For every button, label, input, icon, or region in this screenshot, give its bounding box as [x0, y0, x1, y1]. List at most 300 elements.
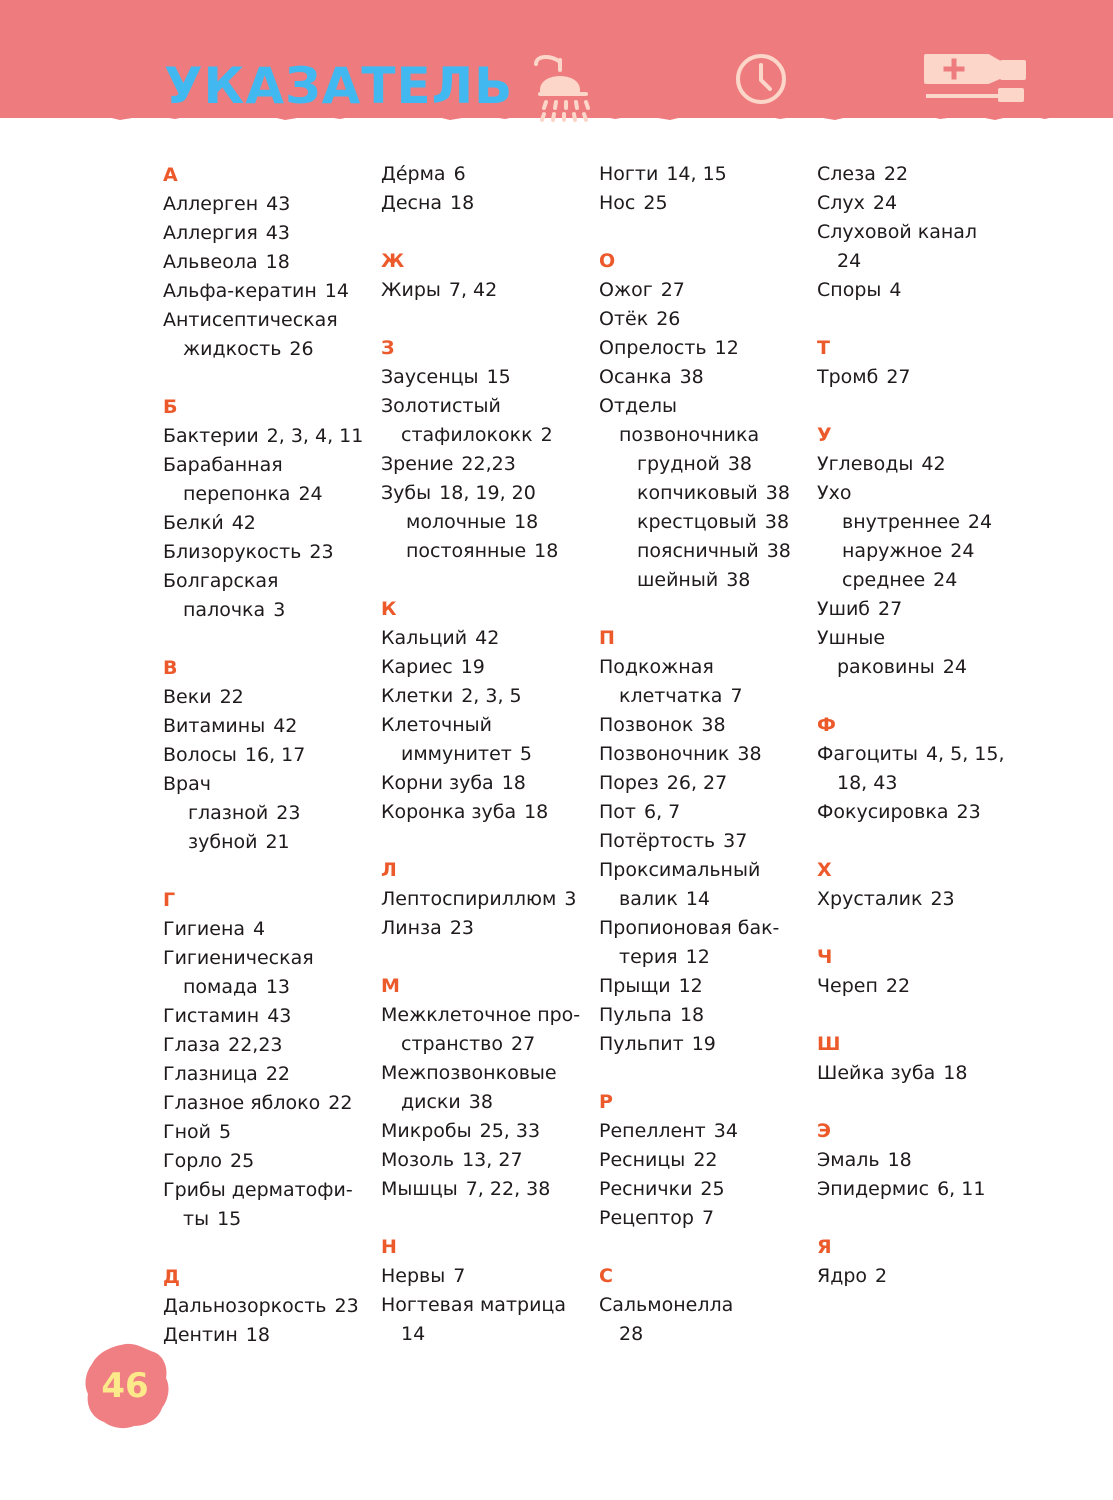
page-refs: 18, 19, 20	[439, 482, 536, 504]
index-term: Нос	[599, 192, 636, 214]
page-refs: 38	[701, 714, 726, 736]
page-refs: 24	[837, 250, 862, 272]
index-term: Гной	[163, 1121, 211, 1143]
page-refs: 26	[656, 308, 681, 330]
index-term: Репеллент	[599, 1120, 706, 1142]
index-section	[381, 246, 591, 305]
index-term: валик	[619, 888, 678, 910]
page-refs: 23	[449, 917, 474, 939]
index-term: Шейка зуба	[817, 1062, 936, 1084]
index-entry	[163, 1060, 373, 1089]
index-entry	[599, 711, 811, 740]
index-entry	[599, 914, 811, 943]
index-term: помада	[183, 976, 258, 998]
index-column-3	[599, 160, 811, 1377]
index-entry	[817, 160, 1032, 189]
page-refs: 38	[764, 511, 790, 533]
index-entry	[817, 798, 1032, 827]
index-column-4	[817, 160, 1032, 1319]
index-term: Альфа-кератин	[163, 280, 317, 302]
index-term: Гигиеническая	[163, 947, 314, 969]
index-subentry	[599, 421, 811, 450]
page-refs: 7	[453, 1265, 466, 1287]
index-subentry	[599, 943, 811, 972]
index-term: Опрелость	[599, 337, 707, 359]
index-entry	[817, 1262, 1032, 1291]
index-entry	[163, 712, 373, 741]
index-subentry	[817, 653, 1032, 682]
index-entry	[163, 451, 373, 480]
page-refs: 24	[298, 483, 323, 505]
index-subentry	[817, 769, 1032, 798]
section-letter: Ч	[817, 946, 833, 968]
page-refs: 42	[921, 453, 946, 475]
index-entry	[163, 1176, 373, 1205]
section-letter: К	[381, 598, 397, 620]
index-term: Реснички	[599, 1178, 693, 1200]
index-term: Болгарская	[163, 570, 279, 592]
page-refs: 14	[324, 280, 349, 302]
section-letter: М	[381, 975, 400, 997]
index-subentry	[817, 247, 1032, 276]
index-term: Микробы	[381, 1120, 472, 1142]
index-section	[163, 392, 373, 625]
index-term: Мышцы	[381, 1178, 458, 1200]
index-section	[817, 1029, 1032, 1088]
index-term: Коронка зуба	[381, 801, 517, 823]
index-term: Заусенцы	[381, 366, 479, 388]
index-subentry	[817, 537, 1032, 566]
toothpaste-icon	[922, 52, 1028, 104]
page-refs: 38	[726, 569, 751, 591]
index-term: Споры	[817, 279, 882, 301]
index-term: постоянные	[406, 540, 527, 562]
section-letter: З	[381, 337, 395, 359]
page-refs: 14	[401, 1323, 426, 1345]
index-term: Осанка	[599, 366, 672, 388]
index-term: Потёртость	[599, 830, 716, 852]
index-term: странство	[401, 1033, 503, 1055]
page-refs: 7	[701, 1207, 715, 1229]
index-term: ты	[183, 1208, 210, 1230]
page-refs: 4	[889, 279, 902, 301]
section-letter: Ж	[381, 250, 405, 272]
index-entry	[163, 944, 373, 973]
index-entry	[163, 422, 373, 451]
index-term: Ядро	[817, 1265, 868, 1287]
index-entry	[163, 1002, 373, 1031]
page-refs: 38	[468, 1091, 493, 1113]
index-term: Жиры	[381, 279, 441, 301]
page-refs: 22,23	[461, 453, 516, 475]
index-entry	[599, 276, 811, 305]
index-section	[817, 333, 1032, 392]
page-refs: 6	[453, 163, 466, 185]
page-refs: 23	[309, 541, 334, 563]
section-letter: О	[599, 250, 616, 272]
index-entry	[599, 1117, 811, 1146]
index-entry	[163, 1292, 373, 1321]
index-column-2	[381, 160, 591, 1377]
index-term: Веки	[163, 686, 212, 708]
index-term: Глаза	[163, 1034, 221, 1056]
index-entry	[381, 1262, 591, 1291]
index-term: Гигиена	[163, 918, 246, 940]
section-letter: Б	[163, 396, 178, 418]
index-term: жидкость	[183, 338, 282, 360]
index-subentry	[381, 740, 591, 769]
index-term: поясничный	[637, 540, 759, 562]
page-refs: 21	[265, 831, 290, 853]
index-subentry	[599, 885, 811, 914]
index-term: Барабанная	[163, 454, 283, 476]
index-subentry	[381, 1320, 591, 1349]
page-refs: 12	[714, 337, 739, 359]
index-term: Пульпа	[599, 1004, 672, 1026]
page-refs: 22	[265, 1063, 291, 1085]
index-entry	[163, 770, 373, 799]
page-refs: 13	[265, 976, 290, 998]
index-term: Пульпит	[599, 1033, 684, 1055]
index-term: Ресницы	[599, 1149, 686, 1171]
index-term: глазной	[188, 802, 269, 824]
index-term: Де́рма	[381, 163, 446, 185]
page-refs: 2, 3, 4, 11	[266, 425, 364, 447]
index-entry	[381, 479, 591, 508]
index-subentry	[381, 537, 591, 566]
index-entry	[817, 276, 1032, 305]
index-section	[381, 160, 591, 218]
index-entry	[163, 190, 373, 219]
index-entry	[163, 277, 373, 306]
index-section	[163, 653, 373, 857]
page-refs: 2	[875, 1265, 888, 1287]
index-entry	[599, 363, 811, 392]
page-refs: 43	[267, 1005, 292, 1027]
index-subentry	[381, 508, 591, 537]
index-term: Межклеточное про-	[381, 1004, 581, 1026]
page-refs: 18	[501, 772, 526, 794]
index-entry	[599, 160, 811, 189]
page-refs: 2, 3, 5	[461, 685, 522, 707]
index-term: Золотистый	[381, 395, 501, 417]
page-refs: 6, 7	[643, 801, 681, 823]
page-refs: 24	[872, 192, 898, 214]
index-term: Мозоль	[381, 1149, 455, 1171]
index-entry	[381, 276, 591, 305]
index-term: Подкожная	[599, 656, 714, 678]
index-section	[381, 1232, 591, 1349]
index-term: Зубы	[381, 482, 432, 504]
index-term: Зрение	[381, 453, 454, 475]
page-refs: 24	[967, 511, 993, 533]
page-refs: 42	[475, 627, 500, 649]
index-term: Рецептор	[599, 1207, 694, 1229]
index-subentry	[599, 566, 811, 595]
index-entry	[381, 653, 591, 682]
section-letter: С	[599, 1265, 613, 1287]
page-refs: 22	[693, 1149, 718, 1171]
index-entry	[817, 1059, 1032, 1088]
index-section	[817, 420, 1032, 682]
section-letter: Н	[381, 1236, 397, 1258]
index-term: Глазное яблоко	[163, 1092, 321, 1114]
page-refs: 38	[766, 540, 791, 562]
section-letter: Я	[817, 1236, 832, 1258]
index-entry	[381, 798, 591, 827]
page-refs: 4	[253, 918, 266, 940]
index-term: Ожог	[599, 279, 653, 301]
shower-icon	[530, 50, 604, 130]
index-term: копчиковый	[637, 482, 758, 504]
index-term: грудной	[637, 453, 720, 475]
index-term: Корни зуба	[381, 772, 494, 794]
index-term: Слух	[817, 192, 865, 214]
index-term: Тромб	[817, 366, 879, 388]
index-entry	[381, 711, 591, 740]
index-entry	[381, 1001, 591, 1030]
index-subentry	[163, 335, 373, 364]
page-refs: 18	[524, 801, 549, 823]
page-refs: 27	[878, 598, 903, 620]
index-section	[381, 333, 591, 566]
index-subentry	[599, 450, 811, 479]
page-refs: 14	[685, 888, 710, 910]
page-refs: 18, 43	[837, 772, 898, 794]
index-term: Линза	[381, 917, 442, 939]
index-subentry	[163, 973, 373, 1002]
page-title: УКАЗАТЕЛЬ	[164, 57, 514, 115]
index-term: Прыщи	[599, 975, 671, 997]
index-entry	[163, 248, 373, 277]
index-term: Ушные	[817, 627, 886, 649]
index-term: Слуховой канал	[817, 221, 978, 243]
index-subentry	[817, 566, 1032, 595]
index-term: Кариес	[381, 656, 453, 678]
page-refs: 12	[678, 975, 703, 997]
page-refs: 42	[273, 715, 298, 737]
index-section	[599, 160, 811, 218]
page-refs: 24	[950, 540, 975, 562]
index-section	[381, 971, 591, 1204]
index-term: перепонка	[183, 483, 291, 505]
page-refs: 15	[486, 366, 511, 388]
page-refs: 38	[765, 482, 790, 504]
index-entry	[381, 363, 591, 392]
page-refs: 24	[933, 569, 958, 591]
index-entry	[599, 334, 811, 363]
index-section	[599, 246, 811, 595]
index-entry	[381, 914, 591, 943]
index-term: Позвонок	[599, 714, 694, 736]
index-entry	[599, 1291, 811, 1320]
index-term: Антисептическая	[163, 309, 338, 331]
index-term: Сальмонелла	[599, 1294, 734, 1316]
index-entry	[163, 1031, 373, 1060]
index-section	[817, 942, 1032, 1001]
index-term: среднее	[842, 569, 926, 591]
index-term: Слеза	[817, 163, 876, 185]
index-subentry	[599, 479, 811, 508]
index-term: стафилококк	[401, 424, 533, 446]
page-refs: 27	[510, 1033, 536, 1055]
index-term: Череп	[817, 975, 878, 997]
index-term: позвоночника	[619, 424, 760, 446]
page-refs: 7	[730, 685, 743, 707]
index-section	[817, 1116, 1032, 1204]
index-term: Дентин	[163, 1324, 238, 1346]
index-subentry	[381, 1088, 591, 1117]
section-letter: Г	[163, 889, 176, 911]
index-term: Ногтевая матрица	[381, 1294, 566, 1316]
index-columns	[0, 160, 1113, 1360]
index-term: Фагоциты	[817, 743, 918, 765]
index-entry	[381, 160, 591, 189]
index-subentry	[599, 682, 811, 711]
index-entry	[163, 538, 373, 567]
index-subentry	[163, 828, 373, 857]
index-term: Эпидермис	[817, 1178, 930, 1200]
index-entry	[163, 1147, 373, 1176]
index-term: шейный	[637, 569, 719, 591]
index-term: палочка	[183, 599, 266, 621]
index-term: Десна	[381, 192, 443, 214]
index-term: внутреннее	[842, 511, 960, 533]
index-entry	[817, 740, 1032, 769]
index-entry	[817, 885, 1032, 914]
index-section	[163, 1262, 373, 1350]
index-entry	[599, 769, 811, 798]
index-term: зубной	[188, 831, 258, 853]
index-subentry	[599, 537, 811, 566]
index-term: Пот	[599, 801, 636, 823]
page-refs: 14, 15	[666, 163, 727, 185]
page-refs: 38	[679, 366, 704, 388]
index-entry	[163, 915, 373, 944]
index-term: Близорукость	[163, 541, 302, 563]
index-section	[817, 710, 1032, 827]
index-subentry	[163, 480, 373, 509]
index-term: Бактерии	[163, 425, 259, 447]
index-entry	[381, 1117, 591, 1146]
page-refs: 7, 22, 38	[465, 1178, 551, 1200]
page-refs: 22	[328, 1092, 353, 1114]
index-term: Межпозвонковые	[381, 1062, 557, 1084]
index-entry	[817, 972, 1032, 1001]
index-term: Аллергия	[163, 222, 258, 244]
page-refs: 37	[723, 830, 748, 852]
index-entry	[599, 1146, 811, 1175]
index-subentry	[163, 596, 373, 625]
index-term: Глазница	[163, 1063, 258, 1085]
index-entry	[163, 219, 373, 248]
index-section	[599, 1087, 811, 1233]
page-refs: 23	[276, 802, 301, 824]
index-term: иммунитет	[401, 743, 512, 765]
page-refs: 2	[540, 424, 553, 446]
page-refs: 18	[514, 511, 539, 533]
section-letter: П	[599, 627, 615, 649]
index-entry	[599, 972, 811, 1001]
section-letter: Р	[599, 1091, 613, 1113]
index-term: Альвеола	[163, 251, 258, 273]
index-entry	[817, 479, 1032, 508]
index-term: Гистамин	[163, 1005, 260, 1027]
page-refs: 28	[619, 1323, 644, 1345]
clock-icon	[734, 52, 788, 106]
index-section	[163, 160, 373, 364]
index-term: Грибы дерматофи-	[163, 1179, 353, 1201]
page-refs: 25	[230, 1150, 255, 1172]
index-entry	[381, 1291, 591, 1320]
index-entry	[381, 189, 591, 218]
index-section	[381, 594, 591, 827]
page-refs: 38	[737, 743, 762, 765]
index-term: Позвоночник	[599, 743, 730, 765]
index-subentry	[817, 508, 1032, 537]
section-letter: Ф	[817, 714, 836, 736]
page-refs: 25, 33	[479, 1120, 541, 1142]
index-section	[599, 623, 811, 1059]
page-refs: 18	[887, 1149, 912, 1171]
page-refs: 23	[334, 1295, 359, 1317]
index-term: крестцовый	[637, 511, 757, 533]
page-refs: 15	[217, 1208, 242, 1230]
page-refs: 22,23	[228, 1034, 283, 1056]
section-letter: Т	[817, 337, 830, 359]
page-refs: 12	[685, 946, 710, 968]
index-section	[817, 1232, 1032, 1291]
page-refs: 5	[519, 743, 532, 765]
index-entry	[381, 885, 591, 914]
index-term: Ушиб	[817, 598, 871, 620]
page-refs: 3	[273, 599, 286, 621]
index-entry	[163, 741, 373, 770]
index-term: Фокусировка	[817, 801, 949, 823]
index-entry	[381, 1146, 591, 1175]
index-entry	[599, 856, 811, 885]
index-entry	[163, 683, 373, 712]
section-letter: Х	[817, 859, 832, 881]
index-entry	[599, 827, 811, 856]
page-refs: 18	[245, 1324, 270, 1346]
index-entry	[381, 1175, 591, 1204]
index-entry	[599, 305, 811, 334]
index-subentry	[599, 1320, 811, 1349]
index-term: Клетки	[381, 685, 454, 707]
index-entry	[599, 392, 811, 421]
index-term: Пропионовая бак-	[599, 917, 780, 939]
page-refs: 3	[564, 888, 577, 910]
index-term: раковины	[837, 656, 935, 678]
page-refs: 13, 27	[462, 1149, 523, 1171]
index-term: Волосы	[163, 744, 237, 766]
page-refs: 43	[266, 193, 291, 215]
page-refs: 16, 17	[244, 744, 306, 766]
index-entry	[381, 1059, 591, 1088]
index-entry	[163, 509, 373, 538]
page-refs: 18	[450, 192, 475, 214]
index-term: Порез	[599, 772, 659, 794]
page-refs: 24	[942, 656, 967, 678]
index-term: Ногти	[599, 163, 659, 185]
index-term: клетчатка	[619, 685, 723, 707]
index-entry	[817, 624, 1032, 653]
index-subentry	[381, 421, 591, 450]
page-refs: 22	[883, 163, 909, 185]
section-letter: В	[163, 657, 178, 679]
index-entry	[381, 450, 591, 479]
